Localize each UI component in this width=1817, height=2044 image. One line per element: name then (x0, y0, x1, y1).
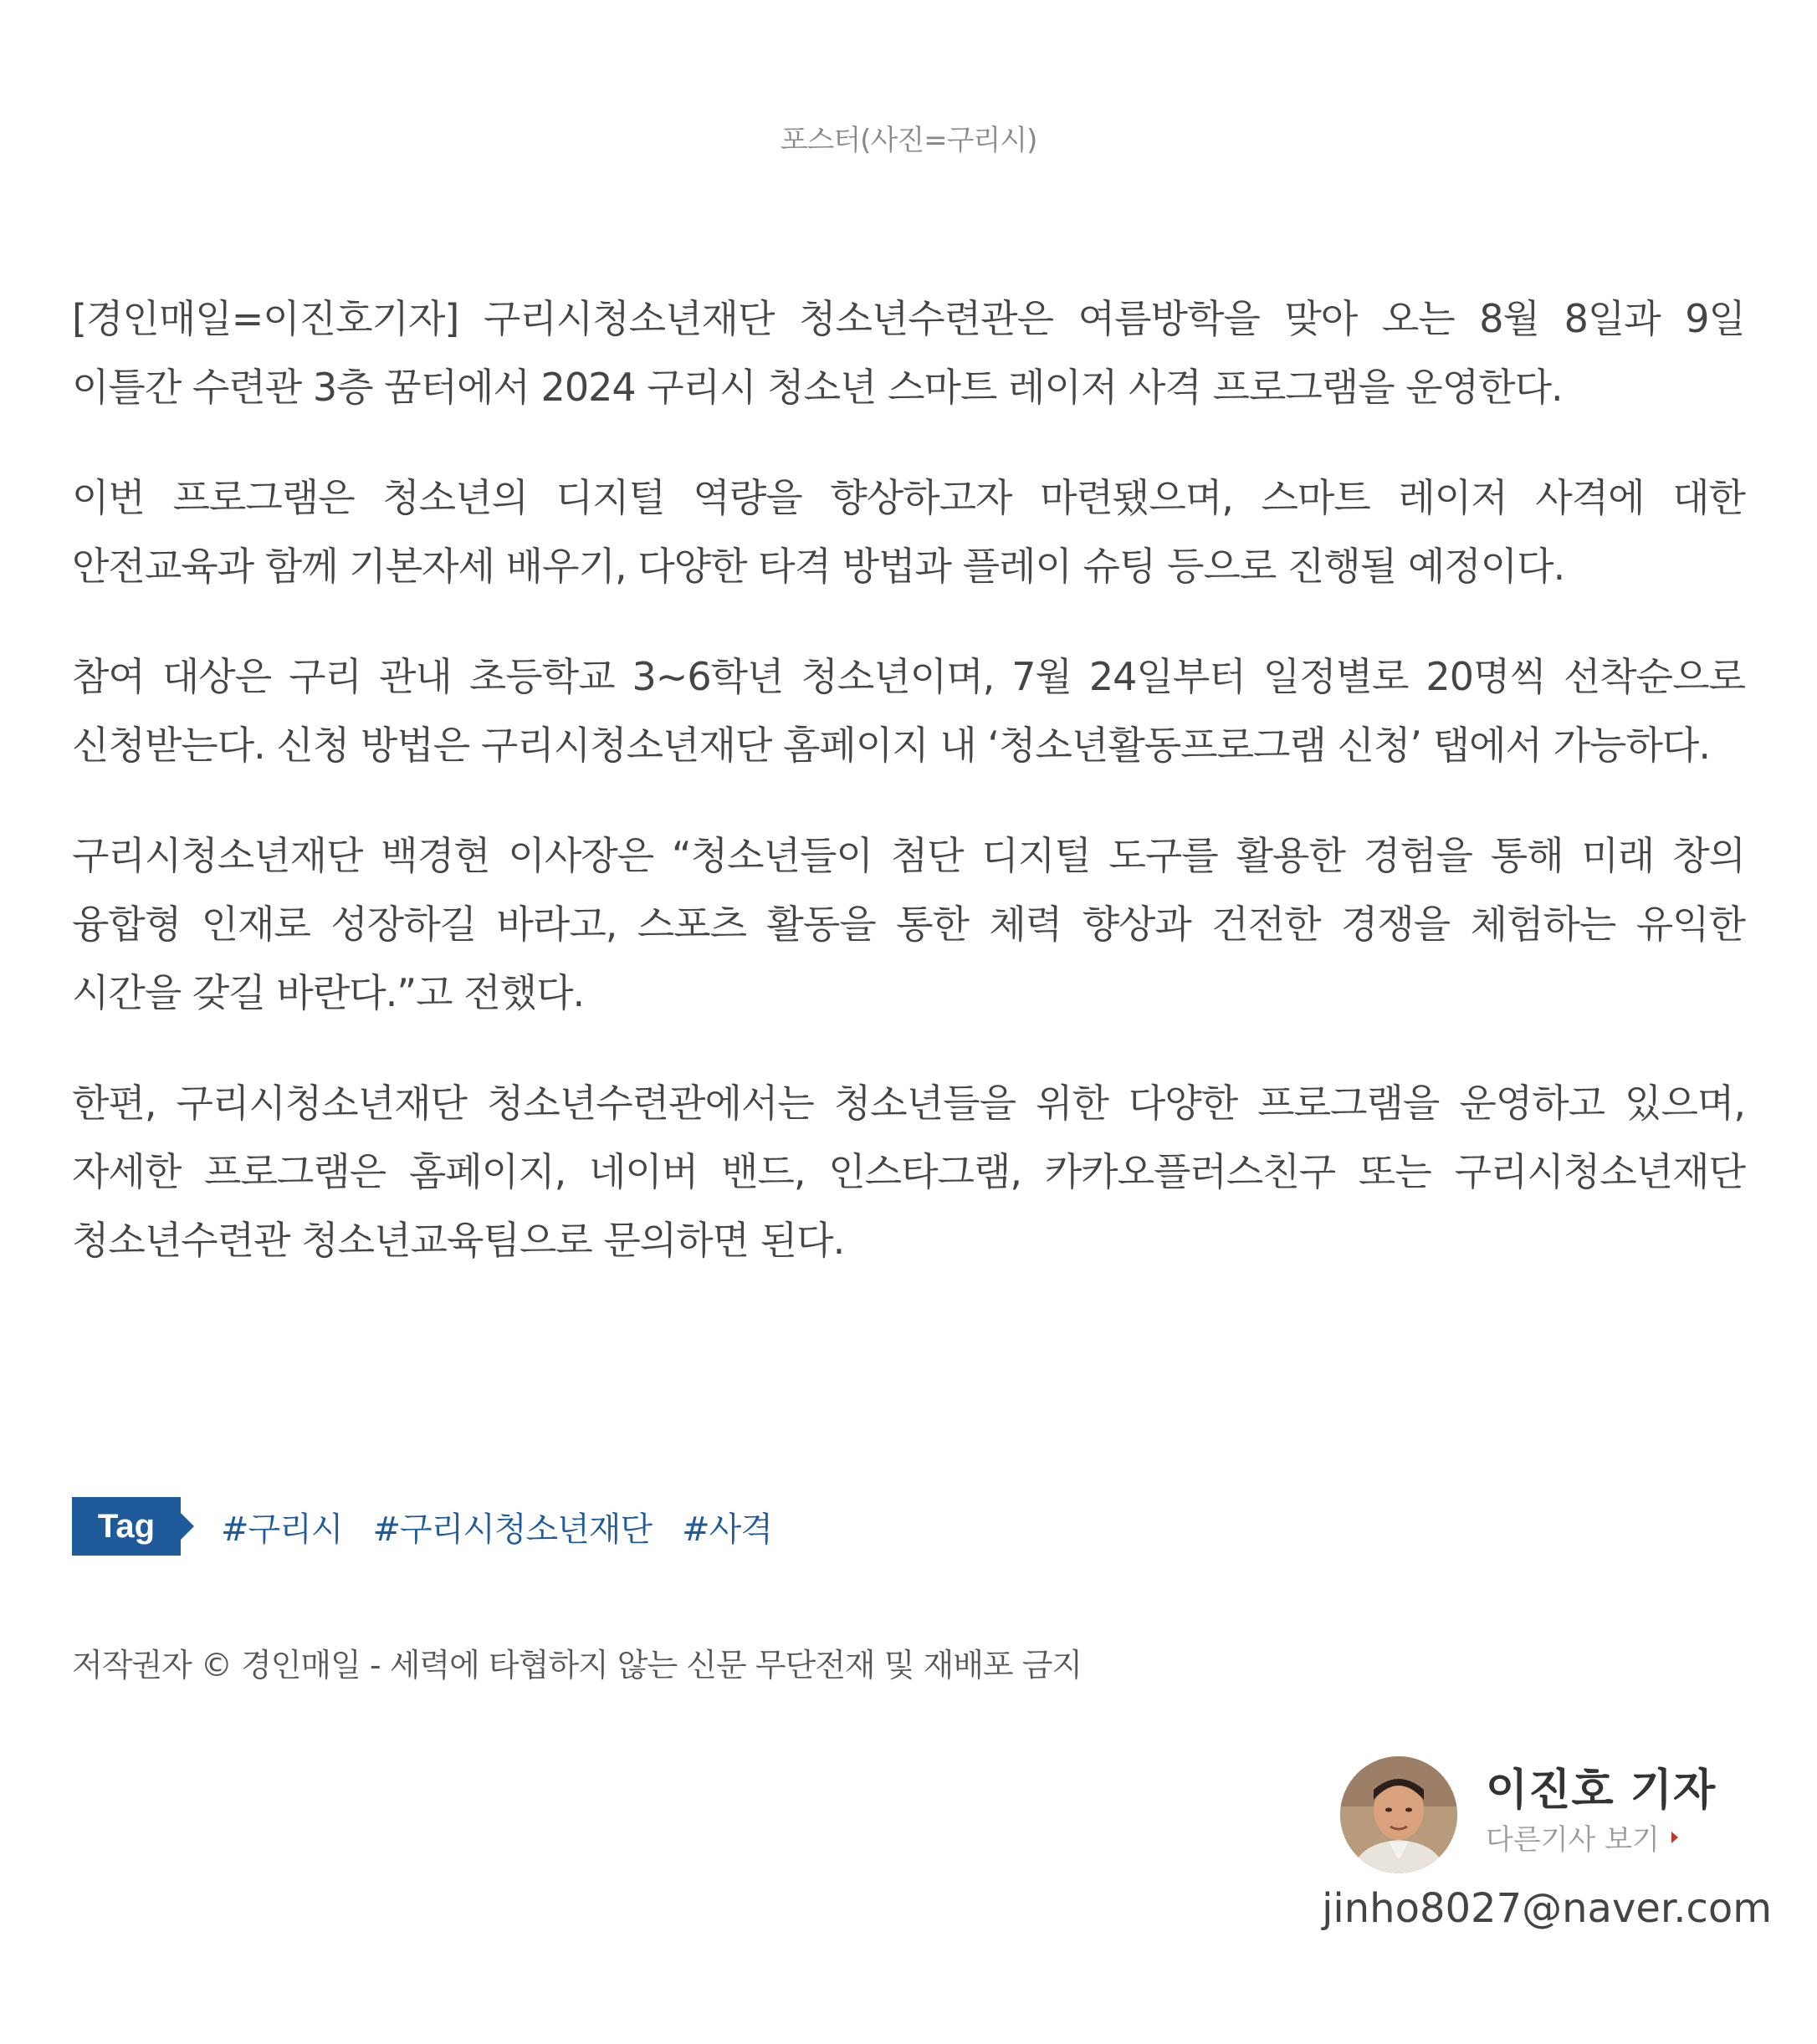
more-articles-link[interactable] (1486, 1817, 1678, 1857)
author-name: 이진호 기자 (1486, 1766, 1717, 1816)
author-email[interactable]: jinho8027@naver.com (1322, 1885, 1772, 1932)
article-paragraph: 구리시청소년재단 백경현 이사장은 “청소년들이 첨단 디지털 도구를 활용한 경험을 통해 미래 창의 융합형 인재로 성장하길 바라고, 스포츠 활동을 통한 체력 향상과 건전한 경쟁을 체험하는 유익한 시간을 갖길 바란다.”고 전했다. (72, 833, 1745, 1015)
author-avatar[interactable] (1340, 1756, 1457, 1873)
more-articles-label: 다른기사 보기 (1486, 1823, 1660, 1857)
article-paragraph: 이번 프로그램은 청소년의 디지털 역량을 향상하고자 마련됐으며, 스마트 레이저 사격에 대한 안전교육과 함께 기본자세 배우기, 다양한 타격 방법과 플레이 슈팅 등으로 진행될 예정이다. (72, 475, 1745, 589)
article-body (72, 284, 1745, 1316)
article-paragraph: 한편, 구리시청소년재단 청소년수련관에서는 청소년들을 위한 다양한 프로그램을 운영하고 있으며, 자세한 프로그램은 홈페이지, 네이버 밴드, 인스타그램, 카카오플러스친구 또는 구리시청소년재단 청소년수련관 청소년교육팀으로 문의하면 된다. (72, 1081, 1745, 1263)
tag-link-gurisi[interactable]: #구리시 (221, 1510, 343, 1549)
tag-badge: Tag (72, 1497, 181, 1556)
article-paragraph: [경인매일=이진호기자] 구리시청소년재단 청소년수련관은 여름방학을 맞아 오는 8월 8일과 9일 이틀간 수련관 3층 꿈터에서 2024 구리시 청소년 스마트 레이저 사격 프로그램을 운영한다. (72, 296, 1745, 410)
tag-link-youth-foundation[interactable]: #구리시청소년재단 (372, 1510, 653, 1549)
article-paragraph: 참여 대상은 구리 관내 초등학교 3~6학년 청소년이며, 7월 24일부터 일정별로 20명씩 선착순으로 신청받는다. 신청 방법은 구리시청소년재단 홈페이지 내 ‘청소년활동프로그램 신청’ 탭에서 가능하다. (72, 654, 1745, 768)
copyright-notice: 저작권자 © 경인매일 - 세력에 타협하지 않는 신문 무단전재 및 재배포 금지 (72, 1647, 1083, 1684)
tag-link-shooting[interactable]: #사격 (682, 1510, 772, 1549)
tag-list (72, 1497, 802, 1556)
avatar-photo-icon (1340, 1756, 1457, 1873)
arrow-right-icon (1671, 1832, 1678, 1843)
photo-caption: 포스터(사진=구리시) (780, 124, 1037, 157)
